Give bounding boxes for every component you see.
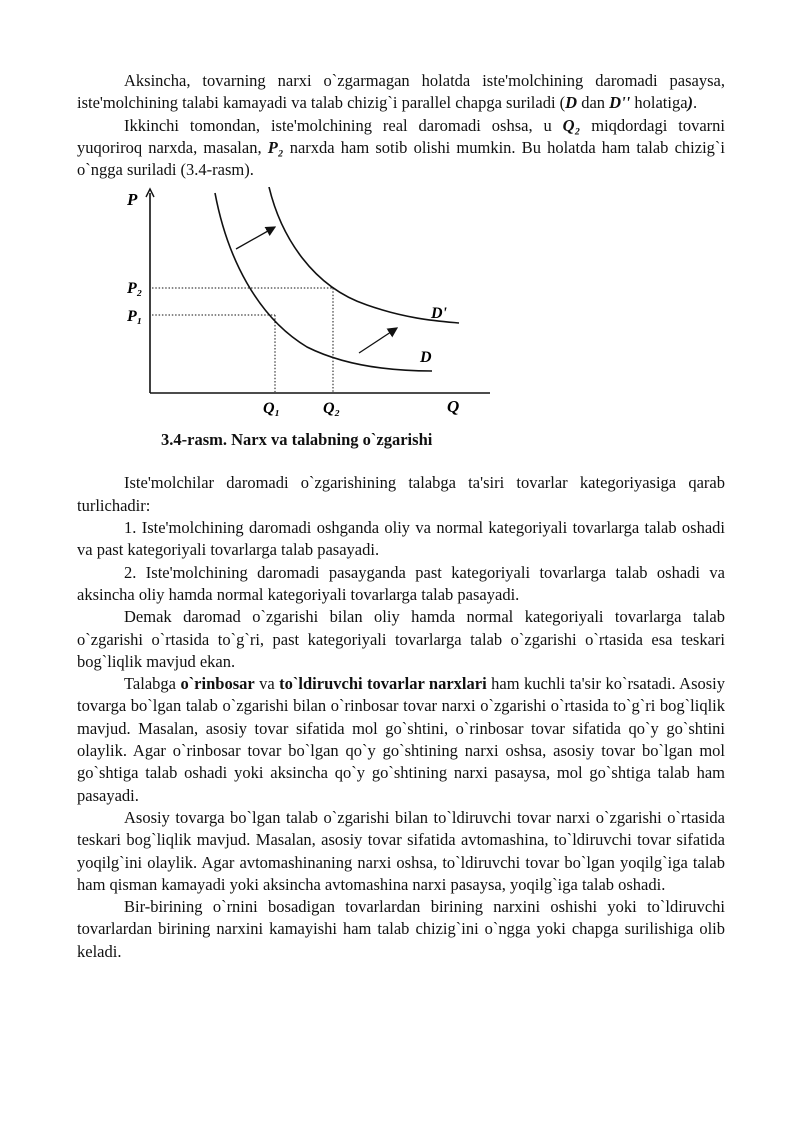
tick-p1: P₁ xyxy=(127,308,143,326)
series-label-d-prime: D' xyxy=(431,305,447,323)
text-segment: Ikkinchi tomondan, iste'molchining real daromadi oshsa, u xyxy=(124,115,563,135)
shift-arrow-upper xyxy=(236,227,275,249)
text-segment: P₂ xyxy=(267,137,284,157)
paragraph-p4 xyxy=(77,517,725,562)
figure-caption: 3.4-rasm. Narx va talabning o`zgarishi xyxy=(161,430,433,450)
shift-arrow-lower xyxy=(359,328,397,353)
series-label-d: D xyxy=(420,349,432,367)
text-block-top xyxy=(77,70,725,181)
text-segment: Talabga xyxy=(124,674,181,694)
text-segment: va xyxy=(254,674,280,694)
demand-curve-d xyxy=(215,193,432,371)
tick-q2: Q₂ xyxy=(323,400,341,418)
document-page xyxy=(77,70,725,963)
paragraph-p5 xyxy=(77,562,725,607)
text-segment: to`ldiruvchi tovarlar narxlari xyxy=(279,674,487,694)
text-segment: D'' xyxy=(609,93,631,113)
text-segment: Demak daromad o`zgarishi bilan oliy hamda normal kategoriyali tovarlarga talab o`zgarishi o`rtasida to`g`ri, past kategoriyali tovarlarga talab o`zgarishi o`rtasida esa teskari bog`liqlik mavjud ekan. xyxy=(77,607,725,671)
text-segment: Q₂ xyxy=(562,115,581,135)
text-segment: holatiga xyxy=(630,93,688,113)
paragraph-p9 xyxy=(77,896,725,963)
paragraph-p6 xyxy=(77,606,725,673)
text-segment: 1. Iste'molchining daromadi oshganda oliy va normal kategoriyali tovarlarga talab oshadi va past kategoriyali tovarlarga talab pasayadi. xyxy=(77,518,725,560)
text-segment: Aksincha, tovarning narxi o`zgarmagan holatda iste'molchining daromadi pasaysa, iste'molchining talabi kamayadi va talab chizig`i parallel chapga suriladi ( xyxy=(77,71,725,113)
text-segment: narxda ham sotib olishi mumkin. Bu holatda ham talab chizig`i o`ngga suriladi (3.4-rasm). xyxy=(77,137,725,180)
demand-curve-d-prime xyxy=(269,187,459,323)
text-block-bottom xyxy=(77,472,725,963)
paragraph-p3 xyxy=(77,472,725,517)
paragraph-p2 xyxy=(77,115,725,182)
text-segment: ) xyxy=(687,93,694,113)
text-segment: ham kuchli ta'sir ko`rsatadi. Asosiy tovarga bo`lgan talab o`zgarishi bilan o`rinbosar tovar narxi o`zgarishi o`rtasida to`g`ri bog`liqlik mavjud. Masalan, asosiy tovar sifatida mol go`shtini, o`rinbosar tovar sifatida qo`y go`shtini olaylik. Agar o`rinbosar tovar bo`lgan qo`y go`shtining narxi oshsa, asosiy tovar bo`lgan mol go`shtiga talab oshadi yoki aksincha qo`y go`shtining narxi pasaysa, mol go`shtiga talab ham pasayadi. xyxy=(77,674,725,805)
text-segment: 2. Iste'molchining daromadi pasayganda past kategoriyali tovarlarga talab oshadi va aksincha oliy hamda normal kategoriyali tovarlarga talab pasayadi. xyxy=(77,562,725,604)
text-segment: Bir-birining o`rnini bosadigan tovarlardan birining narxini oshishi yoki to`ldiruvchi tovarlardan birining narxini kamayishi ham talab chizig`ini o`ngga yoki chapga surilishiga olib keladi. xyxy=(77,897,725,961)
paragraph-p7 xyxy=(77,673,725,807)
text-segment: miqdordagi tovarni yuqoriroq narxda, masalan, xyxy=(77,115,725,157)
figure-3-4 xyxy=(77,187,725,423)
text-segment: o`rinbosar xyxy=(180,674,255,694)
text-segment: . xyxy=(693,93,698,113)
text-segment: D xyxy=(565,93,578,113)
x-axis-label: Q xyxy=(447,397,460,417)
y-axis-label: P xyxy=(127,190,138,210)
tick-q1: Q₁ xyxy=(263,400,281,418)
paragraph-p8 xyxy=(77,807,725,896)
text-segment: Iste'molchilar daromadi o`zgarishining talabga ta'siri tovarlar kategoriyasiga qarab turlichadir: xyxy=(77,473,725,515)
text-segment: dan xyxy=(577,93,610,113)
text-segment: Asosiy tovarga bo`lgan talab o`zgarishi bilan to`ldiruvchi tovar narxi o`zgarishi o`rtasida teskari bog`liqlik mavjud. Masalan, asosiy tovar sifatida avtomashina, to`ldiruvchi tovar sifatida yoqilg`ini olaylik. Agar avtomashinaning narxi oshsa, to`ldiruvchi tovar bo`lgan yoqilg`iga talab ham qisman kamayadi yoki aksincha avtomashina narxi pasaysa, yoqilg`iga talab oshadi. xyxy=(77,807,725,894)
paragraph-p1 xyxy=(77,70,725,115)
demand-shift-chart xyxy=(77,187,725,423)
tick-p2: P₂ xyxy=(127,280,143,298)
